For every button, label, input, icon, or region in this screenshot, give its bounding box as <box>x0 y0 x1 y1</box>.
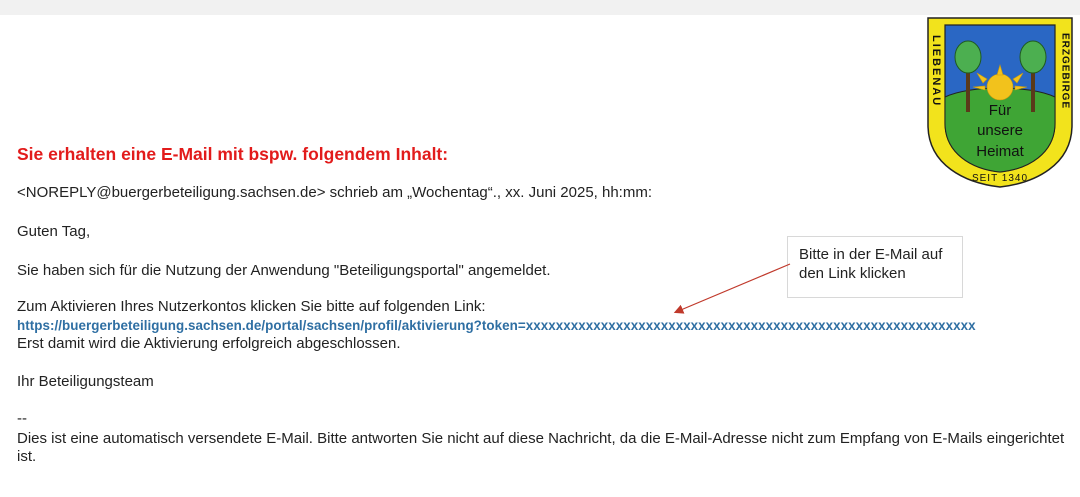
email-separator: -- <box>17 410 27 427</box>
email-from-line: <NOREPLY@buergerbeteiligung.sachsen.de> schrieb am „Wochentag“., xx. Juni 2025, hh:mm: <box>17 184 653 201</box>
email-footer-note: Dies ist eine automatisch versendete E-Mail. Bitte antworten Sie nicht auf diese Nachricht, da die E-Mail-Adresse nicht zum Empfang von E-Mails eingerichtet ist. <box>17 430 1065 465</box>
email-signoff: Ihr Beteiligungsteam <box>17 373 154 390</box>
email-registered-line: Sie haben sich für die Nutzung der Anwendung "Beteiligungsportal" angemeldet. <box>17 262 551 279</box>
crest-left-text: LIEBENAU <box>930 35 942 108</box>
email-activate-line: Zum Aktivieren Ihres Nutzerkontos klicken Sie bitte auf folgenden Link: <box>17 298 486 315</box>
callout-text: Bitte in der E-Mail auf den Link klicken <box>799 246 943 282</box>
crest-motto-line1: Für <box>988 102 1012 119</box>
email-greeting: Guten Tag, <box>17 223 91 240</box>
crest-motto-line3: Heimat <box>976 143 1024 160</box>
liebenau-crest-logo <box>925 15 1075 190</box>
crest-right-text: ERZGEBIRGE <box>1059 33 1071 110</box>
crest-motto-line2: unsere <box>977 122 1023 139</box>
email-completion-line: Erst damit wird die Aktivierung erfolgreich abgeschlossen. <box>17 335 401 352</box>
activation-link[interactable]: https://buergerbeteiligung.sachsen.de/portal/sachsen/profil/aktivierung?token=xxxxxxxxxxxxxxxxxxxxxxxxxxxxxxxxxxxxxxxxxxxxxxxxxxxxxxxxxxxx <box>17 318 976 333</box>
crest-bottom-text: SEIT 1340 <box>971 173 1029 184</box>
email-heading: Sie erhalten eine E-Mail mit bspw. folgendem Inhalt: <box>17 144 449 164</box>
